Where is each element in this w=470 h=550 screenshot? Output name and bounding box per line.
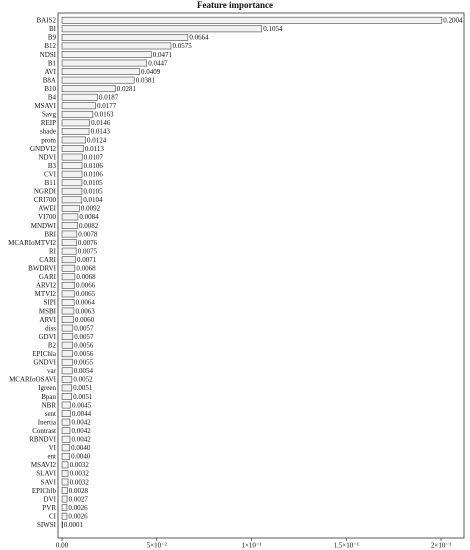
y-tick-label-MCARIoMTVI2: MCARIoMTVI2 [8,238,56,247]
bar-B11 [62,180,82,186]
value-label-Contrast: 0.0042 [71,426,91,435]
bar-B8A [62,77,134,83]
bar-diss [62,325,73,331]
value-label-MNDWI: 0.0082 [79,221,99,230]
bar-GNDVI [62,359,72,365]
chart-title: Feature importance [196,0,274,10]
bar-NDSI [62,51,151,57]
y-tick-label-BAIS2: BAIS2 [36,16,56,25]
value-label-B1: 0.0447 [148,59,168,68]
y-tick-label-AWEI: AWEI [38,204,56,213]
y-tick-label-NDVI: NDVI [38,153,56,162]
bar-EPIChlb [62,487,67,493]
y-tick-label-Bpan: Bpan [41,392,56,401]
y-tick-label-BWDRVI: BWDRVI [28,264,56,273]
y-tick-label-MNDWI: MNDWI [30,221,56,230]
bar-var [62,368,72,374]
value-label-MSAVI2: 0.0032 [69,461,89,470]
bar-B2 [62,342,73,348]
value-label-SIWSI: 0.0001 [63,521,83,530]
value-label-BRI: 0.0078 [78,230,98,239]
bar-Contrast [62,428,70,434]
y-tick-label-SAVI: SAVI [40,478,56,487]
x-tick-label: 0.00 [55,541,69,550]
bar-MCARIoOSAVI [62,376,72,382]
bar-RI [62,248,76,254]
value-label-ARVI: 0.0060 [74,315,95,324]
bar-AVI [62,68,140,74]
value-label-BI: 0.1054 [263,25,283,34]
y-tick-label-B11: B11 [44,179,56,188]
bar-B10 [62,86,115,92]
x-tick-label: 5×10⁻² [146,541,167,550]
value-label-Inertia: 0.0042 [71,418,91,427]
bar-Inertia [62,419,70,425]
value-label-B12: 0.0575 [172,42,192,51]
value-label-SLAVI: 0.0032 [69,469,89,478]
x-tick-label: 2×10⁻¹ [430,541,452,550]
y-tick-label-B2: B2 [47,341,56,350]
y-tick-label-SIWSI: SIWSI [36,521,56,530]
value-label-RBNDVI: 0.0042 [71,435,91,444]
bar-SAVI [62,479,68,485]
value-label-B3: 0.0106 [83,161,103,170]
bar-DVI [62,496,67,502]
value-label-NGRDI: 0.0105 [83,187,103,196]
y-tick-label-MSAVI2: MSAVI2 [30,461,56,470]
bar-SIPI [62,299,74,305]
y-tick-label-CRI700: CRI700 [33,196,56,205]
y-tick-label-MCARIoOSAVI: MCARIoOSAVI [9,375,56,384]
bar-ent [62,453,70,459]
y-tick-label-SIPI: SIPI [43,298,56,307]
y-tick-label-GDVI: GDVI [38,332,56,341]
bar-BRI [62,231,77,237]
value-label-GNDVI2: 0.0113 [84,144,104,153]
bar-B1 [62,60,147,66]
y-tick-label-B4: B4 [47,93,56,102]
bar-VI [62,445,70,451]
bar-NBR [62,402,71,408]
bar-MCARIoMTVI2 [62,239,76,245]
bar-GARI [62,274,75,280]
value-label-CRI700: 0.0104 [83,196,103,205]
bar-CI [62,513,67,519]
value-label-ARVI2: 0.0066 [76,281,96,290]
bar-GNDVI2 [62,145,83,151]
value-label-CI: 0.0026 [68,512,88,521]
value-label-MCARIoOSAVI: 0.0052 [73,375,93,384]
bar-EPIChla [62,351,73,357]
value-label-MSAVI: 0.0177 [97,102,117,111]
y-tick-label-B9: B9 [47,33,56,42]
value-label-GARI: 0.0068 [76,273,96,282]
bar-CARI [62,257,75,263]
value-label-B4: 0.0187 [98,93,119,102]
bar-NGRDI [62,188,82,194]
y-tick-label-SLAVI: SLAVI [36,469,56,478]
y-tick-label-NGRDI: NGRDI [33,187,56,196]
value-label-SAVI: 0.0032 [69,478,89,487]
value-label-MSBI: 0.0063 [75,307,95,316]
value-label-sent: 0.0044 [71,409,92,418]
y-tick-label-sent: sent [44,409,56,418]
y-tick-label-MTVI2: MTVI2 [34,290,56,299]
y-tick-label-Igreen: Igreen [38,384,56,393]
bar-Igreen [62,385,72,391]
value-label-CARI: 0.0071 [76,255,97,264]
bar-ARVI [62,316,73,322]
value-label-RI: 0.0075 [77,247,97,256]
bar-MSBI [62,308,74,314]
y-tick-label-NBR: NBR [41,401,56,410]
value-label-B11: 0.0105 [83,179,103,188]
bar-ARVI2 [62,282,75,288]
bar-BAIS2 [62,17,442,23]
y-tick-label-ent: ent [47,452,56,461]
value-label-NBR: 0.0045 [72,401,92,410]
value-label-var: 0.0054 [73,367,93,376]
y-tick-label-B10: B10 [44,84,56,93]
y-tick-label-B8A: B8A [42,76,56,85]
value-label-NDSI: 0.0471 [152,50,173,59]
value-label-EPIChla: 0.0056 [74,350,94,359]
bar-CVI [62,171,82,177]
y-tick-label-AVI: AVI [44,67,56,76]
y-tick-label-MSAVI: MSAVI [34,102,56,111]
bar-Bpan [62,393,72,399]
x-tick-label: 1.5×10⁻¹ [333,541,360,550]
y-tick-label-RI: RI [49,247,56,256]
value-label-MCARIoMTVI2: 0.0076 [77,238,98,247]
bar-sent [62,410,70,416]
y-tick-label-Savg: Savg [42,110,56,119]
value-label-NDVI: 0.0107 [83,153,104,162]
y-tick-label-prom: prom [41,136,56,145]
bar-MSAVI2 [62,462,68,468]
value-label-BWDRVI: 0.0068 [76,264,96,273]
value-label-B8A: 0.0381 [135,76,155,85]
bar-shade [62,128,89,134]
value-label-DVI: 0.0027 [68,495,88,504]
bar-B4 [62,94,97,100]
y-tick-label-NDSI: NDSI [39,50,56,59]
bar-CRI700 [62,197,82,203]
y-tick-label-RBNDVI: RBNDVI [29,435,56,444]
value-label-MTVI2: 0.0065 [75,290,96,299]
value-label-PVR: 0.0026 [68,503,88,512]
value-label-diss: 0.0057 [74,324,94,333]
bar-BWDRVI [62,265,75,271]
y-tick-label-ARVI2: ARVI2 [35,281,56,290]
y-tick-label-BRI: BRI [44,230,56,239]
value-label-B9: 0.0664 [189,33,209,42]
y-tick-label-B1: B1 [47,59,56,68]
bar-NDVI [62,154,82,160]
y-tick-label-CI: CI [49,512,56,521]
x-tick-label: 1×10⁻¹ [241,541,262,550]
bar-prom [62,137,86,143]
bar-AWEI [62,205,79,211]
y-tick-label-VI700: VI700 [38,213,56,222]
y-tick-label-diss: diss [45,324,56,333]
bar-PVR [62,505,67,511]
y-tick-label-B3: B3 [47,161,56,170]
value-label-ent: 0.0040 [71,452,91,461]
y-tick-label-MSBI: MSBI [38,307,56,316]
y-tick-label-BI: BI [49,25,56,34]
bar-GDVI [62,334,73,340]
bar-MSAVI [62,103,96,109]
bar-RBNDVI [62,436,70,442]
bar-B3 [62,163,82,169]
bar-BI [62,26,262,32]
y-tick-label-Contrast: Contrast [32,426,56,435]
value-label-VI700: 0.0084 [79,213,99,222]
value-label-B2: 0.0056 [74,341,94,350]
bar-Savg [62,111,93,117]
y-tick-label-GNDVI: GNDVI [33,358,56,367]
y-tick-label-var: var [47,367,56,376]
y-tick-label-EPIChlb: EPIChlb [31,486,56,495]
value-label-VI: 0.0040 [71,444,91,453]
y-tick-label-DVI: DVI [43,495,56,504]
y-tick-label-EPIChla: EPIChla [32,350,56,359]
value-label-REIP: 0.0146 [91,119,111,128]
value-label-SIPI: 0.0064 [75,298,95,307]
value-label-Bpan: 0.0051 [73,392,93,401]
value-label-B10: 0.0281 [116,84,137,93]
y-tick-label-VI: VI [48,444,56,453]
value-label-CVI: 0.0106 [83,170,103,179]
value-label-GDVI: 0.0057 [74,332,94,341]
bar-SLAVI [62,470,68,476]
value-label-GNDVI: 0.0055 [73,358,94,367]
bar-MTVI2 [62,291,74,297]
value-label-prom: 0.0124 [87,136,107,145]
y-tick-label-REIP: REIP [40,119,56,128]
value-label-AWEI: 0.0092 [80,204,101,213]
value-label-AVI: 0.0409 [141,67,161,76]
value-label-shade: 0.0143 [90,127,110,136]
y-tick-label-Inertia: Inertia [37,418,56,427]
y-tick-label-shade: shade [40,127,56,136]
value-label-BAIS2: 0.2004 [443,16,463,25]
value-label-Igreen: 0.0051 [73,384,93,393]
bar-B9 [62,34,188,40]
bar-REIP [62,120,90,126]
y-tick-label-B12: B12 [44,42,56,51]
bar-SIWSI [62,522,63,528]
value-label-EPIChlb: 0.0028 [68,486,89,495]
y-tick-label-CVI: CVI [43,170,56,179]
y-tick-label-CARI: CARI [39,255,56,264]
value-label-Savg: 0.0163 [94,110,114,119]
bar-B12 [62,43,171,49]
y-tick-label-ARVI: ARVI [39,315,56,324]
y-tick-label-GARI: GARI [38,273,56,282]
y-tick-label-GNDVI2: GNDVI2 [29,144,56,153]
bar-MNDWI [62,222,78,228]
y-tick-label-PVR: PVR [42,503,56,512]
bar-VI700 [62,214,78,220]
